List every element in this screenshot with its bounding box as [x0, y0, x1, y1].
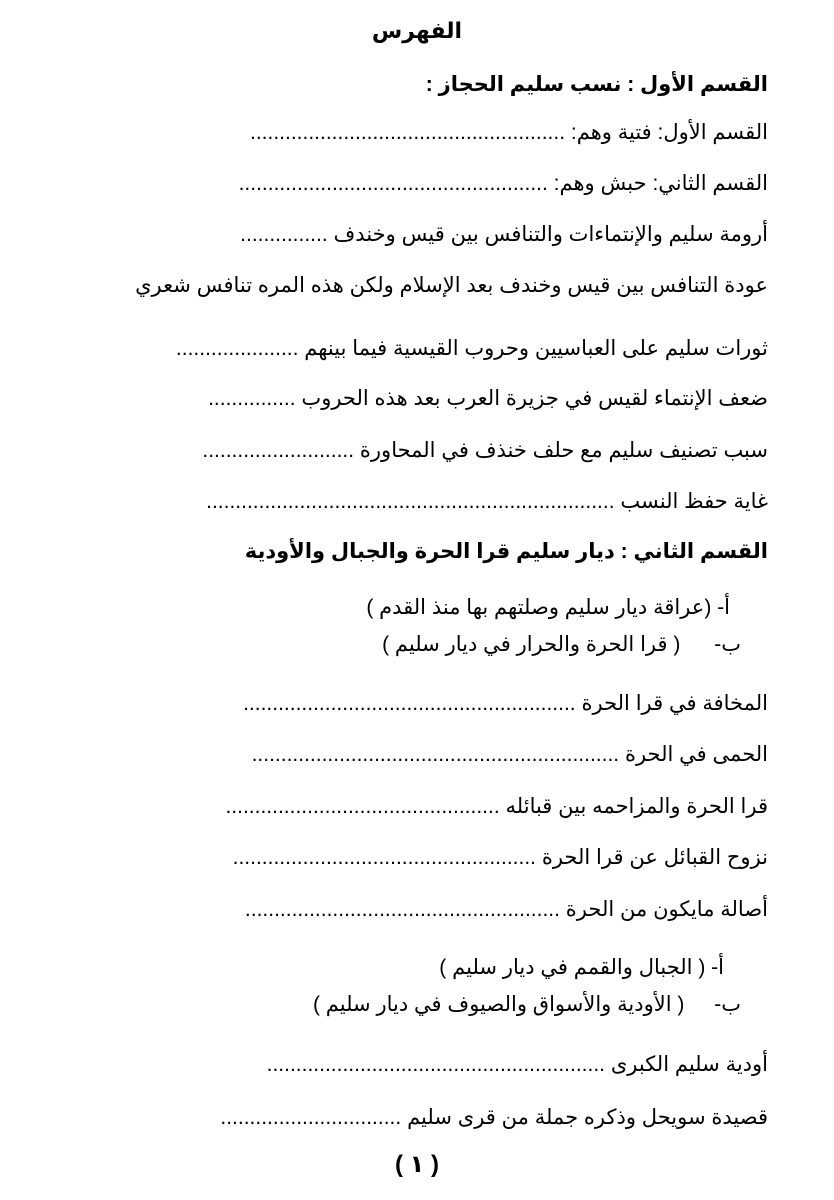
toc-entry: قرا الحرة والمزاحمه بين قبائله ...............................................: [225, 795, 768, 818]
subsection-a2: [439, 953, 724, 983]
subsection-mark: أ-: [711, 956, 724, 979]
toc-entry: ضعف الإنتماء لقيس في جزيرة العرب بعد هذه الحروب ...............: [208, 387, 768, 410]
toc-entry: الحمى في الحرة ...............................................................: [251, 743, 768, 766]
subsection-text: ( قرا الحرة والحرار في ديار سليم ): [382, 633, 681, 656]
section2-heading: القسم الثاني : ديار سليم قرا الحرة والجبال والأودية: [244, 540, 768, 563]
toc-entry: المخافة في قرا الحرة .........................................................: [243, 692, 768, 715]
subsection-text: ( الجبال والقمم في ديار سليم ): [439, 956, 706, 979]
toc-entry: ثورات سليم على العباسيين وحروب القيسية فيما بينهم .....................: [175, 337, 768, 360]
subsection-mark: ب-: [714, 633, 741, 656]
subsection-b: [382, 630, 741, 660]
toc-entry: عودة التنافس بين قيس وخندف بعد الإسلام ولكن هذه المره تنافس شعري: [135, 274, 768, 297]
subsection-mark: ب-: [714, 993, 741, 1016]
toc-entry: أرومة سليم والإنتماءات والتنافس بين قيس وخندف ...............: [240, 223, 768, 246]
section1-heading: القسم الأول : نسب سليم الحجاز :: [425, 73, 768, 96]
toc-entry: قصيدة سويحل وذكره جملة من قرى سليم ...............................: [220, 1106, 768, 1129]
toc-entry: غاية حفظ النسب ......................................................................: [206, 490, 768, 513]
toc-entry: سبب تصنيف سليم مع حلف خنذف في المحاورة ..........................: [202, 439, 768, 462]
subsection-text: (عراقة ديار سليم وصلتهم بها منذ القدم ): [366, 596, 712, 619]
toc-entry: أصالة مايكون من الحرة ......................................................: [244, 898, 768, 921]
toc-entry: القسم الثاني: حبش وهم: .....................................................: [238, 172, 768, 195]
subsection-mark: أ-: [717, 596, 730, 619]
page-number: ( ١ ): [395, 1151, 439, 1178]
toc-entry: نزوح القبائل عن قرا الحرة ....................................................: [232, 846, 768, 869]
page-title: الفهرس: [371, 18, 463, 43]
subsection-text: ( الأودية والأسواق والصيوف في ديار سليم ): [312, 993, 685, 1016]
toc-entry: القسم الأول: فتية وهم: ......................................................: [249, 121, 768, 144]
subsection-b2: [313, 990, 741, 1020]
toc-entry: أودية سليم الكبرى ..........................................................: [266, 1053, 768, 1076]
subsection-a: [366, 593, 730, 623]
